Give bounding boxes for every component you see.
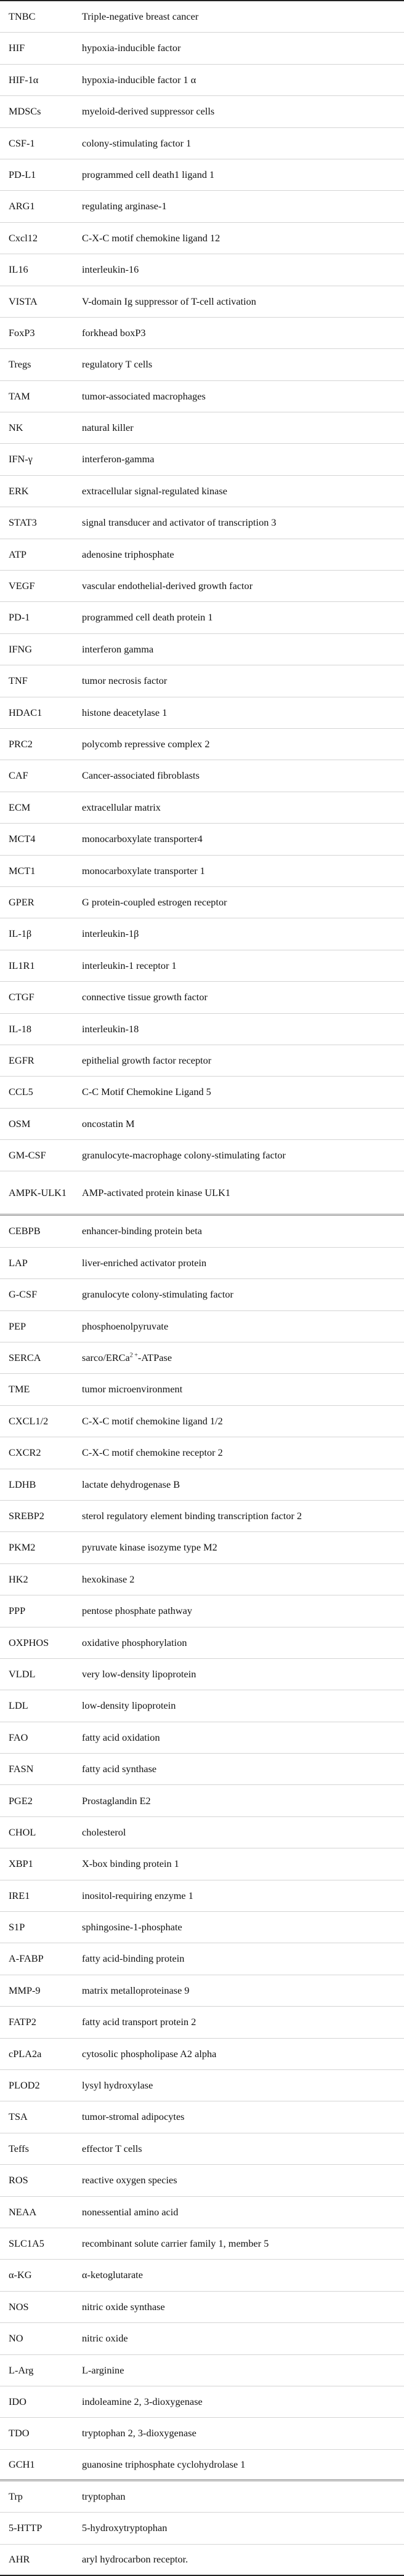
table-row (0, 476, 404, 507)
table-row (0, 159, 404, 191)
definition-cell: V-domain Ig suppressor of T-cell activation (82, 295, 256, 307)
definition-cell: tryptophan 2, 3-dioxygenase (82, 2427, 196, 2439)
table-row (0, 507, 404, 539)
abbreviation-cell: CTGF (9, 991, 34, 1003)
table-row (0, 2355, 404, 2386)
table-row (0, 1880, 404, 1912)
superscript: 2 + (129, 1352, 138, 1359)
table-row (0, 1595, 404, 1627)
table-row (0, 128, 404, 159)
abbreviation-cell: SLC1A5 (9, 2237, 44, 2249)
definition-cell: tumor-associated macrophages (82, 390, 206, 402)
definition-cell: L-arginine (82, 2364, 124, 2376)
definition-cell: cholesterol (82, 1826, 126, 1838)
abbreviation-cell: A-FABP (9, 1952, 44, 1965)
definition-text: sarco/ERCa (82, 1352, 130, 1364)
abbreviation-cell: CEBPB (9, 1225, 41, 1237)
abbreviation-cell: GM-CSF (9, 1149, 46, 1162)
definition-cell: guanosine triphosphate cyclohydrolase 1 (82, 2458, 246, 2470)
definition-cell: interferon-gamma (82, 453, 155, 465)
abbreviation-cell: CSF-1 (9, 137, 35, 149)
abbreviation-cell: TNF (9, 675, 28, 687)
table-row (0, 318, 404, 349)
definition-cell (77, 1352, 404, 1364)
abbreviation-cell: ERK (9, 484, 29, 497)
abbreviation-cell: STAT3 (9, 516, 37, 529)
definition-cell: low-density lipoprotein (82, 1699, 176, 1712)
table-row (0, 2513, 404, 2544)
table-row (0, 824, 404, 855)
table-row (0, 1279, 404, 1310)
definition-cell: fatty acid oxidation (82, 1731, 160, 1743)
definition-cell: tumor-stromal adipocytes (82, 2111, 185, 2123)
definition-cell: cytosolic phospholipase A2 alpha (82, 2047, 217, 2060)
abbreviation-cell: HIF (9, 42, 25, 54)
definition-cell: regulating arginase-1 (82, 200, 167, 212)
abbreviation-cell: CXCL1/2 (9, 1414, 49, 1427)
abbreviation-cell: GCH1 (9, 2458, 35, 2470)
table-row (0, 1437, 404, 1469)
definition-cell: hypoxia-inducible factor (82, 42, 181, 54)
abbreviation-cell: MMP-9 (9, 1984, 41, 1996)
table-row (0, 539, 404, 571)
abbreviation-cell: LDHB (9, 1478, 36, 1490)
definition-cell: matrix metalloproteinase 9 (82, 1984, 190, 1996)
abbreviation-cell: OSM (9, 1117, 31, 1130)
table-row (0, 1406, 404, 1437)
abbreviation-cell: HK2 (9, 1573, 28, 1585)
table-row (0, 1501, 404, 1532)
table-row (0, 191, 404, 222)
table-row (0, 2481, 404, 2513)
abbreviation-cell: ATP (9, 548, 26, 560)
definition-cell: nitric oxide (82, 2332, 128, 2345)
table-row (0, 602, 404, 633)
definition-cell: monocarboxylate transporter 1 (82, 864, 205, 877)
table-row (0, 2101, 404, 2133)
abbreviation-cell: S1P (9, 1921, 25, 1933)
abbreviation-cell: HIF-1α (9, 73, 39, 86)
table-row (0, 1912, 404, 1943)
table-row (0, 1785, 404, 1816)
definition-cell: tumor necrosis factor (82, 675, 168, 687)
table-row (0, 1216, 404, 1247)
abbreviation-cell: SREBP2 (9, 1509, 44, 1522)
table-row (0, 2386, 404, 2418)
definition-cell: interleukin-18 (82, 1022, 139, 1035)
definition-cell: indoleamine 2, 3-dioxygenase (82, 2395, 203, 2407)
definition-cell: myeloid-derived suppressor cells (82, 105, 215, 118)
abbreviation-cell: PLOD2 (9, 2079, 40, 2092)
definition-cell: colony-stimulating factor 1 (82, 137, 192, 149)
definition-cell: AMP-activated protein kinase ULK1 (82, 1186, 230, 1198)
abbreviation-cell: IDO (9, 2395, 26, 2407)
table-row (0, 2007, 404, 2038)
abbreviation-cell: MCT1 (9, 864, 36, 877)
definition-cell: enhancer-binding protein beta (82, 1225, 202, 1237)
definition-cell: nonessential amino acid (82, 2205, 179, 2218)
table-row (0, 2070, 404, 2101)
table-row (0, 1754, 404, 1785)
abbreviation-cell: GPER (9, 896, 34, 908)
table-row (0, 1532, 404, 1563)
table-row (0, 1722, 404, 1754)
abbreviation-cell: FoxP3 (9, 326, 35, 339)
table-row (0, 2133, 404, 2165)
table-row (0, 2039, 404, 2070)
definition-cell: Prostaglandin E2 (82, 1794, 151, 1807)
definition-cell: pyruvate kinase isozyme type M2 (82, 1541, 217, 1554)
table-row (0, 96, 404, 127)
definition-cell: forkhead boxP3 (82, 326, 146, 339)
definition-text: -ATPase (137, 1352, 172, 1364)
definition-cell: extracellular matrix (82, 801, 161, 813)
abbreviation-cell: NK (9, 422, 23, 434)
table-row (0, 1374, 404, 1405)
abbreviation-cell: IL-1β (9, 928, 32, 940)
definition-cell: very low-density lipoprotein (82, 1667, 196, 1680)
abbreviation-cell: PPP (9, 1605, 26, 1617)
table-row (0, 1248, 404, 1279)
table-row (0, 982, 404, 1013)
table-row (0, 665, 404, 697)
table-row (0, 634, 404, 665)
definition-cell: interleukin-16 (82, 263, 139, 276)
abbreviation-cell: PGE2 (9, 1794, 33, 1807)
table-row (0, 2197, 404, 2228)
definition-cell: fatty acid-binding protein (82, 1952, 185, 1965)
definition-cell: histone deacetylase 1 (82, 706, 168, 718)
table-row (0, 412, 404, 444)
table-row (0, 2292, 404, 2323)
abbreviation-cell: HDAC1 (9, 706, 42, 718)
definition-cell: oxidative phosphorylation (82, 1636, 187, 1648)
definition-cell: adenosine triphosphate (82, 548, 174, 560)
table-row (0, 792, 404, 824)
table-row (0, 2418, 404, 2449)
table-row (0, 1659, 404, 1690)
abbreviation-cell: XBP1 (9, 1858, 33, 1870)
definition-cell: inositol-requiring enzyme 1 (82, 1889, 193, 1901)
table-row (0, 1943, 404, 1975)
definition-cell: reactive oxygen species (82, 2174, 177, 2186)
definition-cell: Cancer-associated fibroblasts (82, 769, 200, 782)
definition-cell: vascular endothelial-derived growth factor (82, 580, 253, 592)
abbreviation-cell: PRC2 (9, 738, 33, 750)
abbreviation-cell: PD-1 (9, 611, 30, 624)
abbreviation-cell: MCT4 (9, 833, 36, 845)
definition-cell: granulocyte colony-stimulating factor (82, 1288, 233, 1301)
table-row (0, 571, 404, 602)
table-row (0, 950, 404, 982)
abbreviation-cell: AMPK-ULK1 (9, 1186, 67, 1198)
abbreviation-cell: CXCR2 (9, 1446, 41, 1459)
definition-cell: liver-enriched activator protein (82, 1256, 207, 1269)
definition-cell: programmed cell death1 ligand 1 (82, 168, 215, 180)
table-row (0, 1564, 404, 1595)
definition-cell: epithelial growth factor receptor (82, 1054, 212, 1066)
table-row (0, 286, 404, 318)
abbreviation-cell: 5-HTTP (9, 2522, 42, 2534)
abbreviation-cell: ECM (9, 801, 31, 813)
definition-cell: G protein-coupled estrogen receptor (82, 896, 227, 908)
definition-cell: programmed cell death protein 1 (82, 611, 213, 624)
definition-cell: signal transducer and activator of transcription 3 (82, 516, 277, 529)
table-row (0, 887, 404, 918)
abbreviation-cell: LDL (9, 1699, 28, 1712)
abbreviation-cell: IL1R1 (9, 959, 35, 971)
definition-cell: hypoxia-inducible factor 1 α (82, 73, 196, 86)
abbreviation-cell: Trp (9, 2490, 23, 2503)
abbreviation-cell: PKM2 (9, 1541, 36, 1554)
definition-cell: 5-hydroxytryptophan (82, 2522, 168, 2534)
abbreviation-cell: TSA (9, 2111, 28, 2123)
abbreviation-cell: VLDL (9, 1667, 36, 1680)
definition-cell: connective tissue growth factor (82, 991, 208, 1003)
abbreviation-cell: Tregs (9, 358, 31, 371)
abbreviation-cell: LAP (9, 1256, 28, 1269)
definition-cell: fatty acid synthase (82, 1763, 157, 1775)
table-row (0, 1342, 404, 1374)
table-row (0, 65, 404, 96)
abbreviation-cell: Cxcl12 (9, 231, 38, 244)
definition-cell: interleukin-1 receptor 1 (82, 959, 177, 971)
abbreviation-cell: IL-18 (9, 1022, 32, 1035)
definition-cell: sphingosine-1-phosphate (82, 1921, 182, 1933)
abbreviation-cell: TAM (9, 390, 30, 402)
abbreviation-cell: ARG1 (9, 200, 35, 212)
abbreviation-cell: PEP (9, 1320, 26, 1332)
abbreviation-cell: IRE1 (9, 1889, 30, 1901)
definition-cell: pentose phosphate pathway (82, 1605, 193, 1617)
table-row (0, 1690, 404, 1722)
table-row (0, 1140, 404, 1171)
abbreviation-cell: VISTA (9, 295, 38, 307)
definition-cell: hexokinase 2 (82, 1573, 135, 1585)
definition-cell: α-ketoglutarate (82, 2269, 143, 2281)
abbreviation-cell: FASN (9, 1763, 34, 1775)
definition-cell: interferon gamma (82, 643, 154, 655)
table-row (0, 856, 404, 887)
abbreviation-cell: TDO (9, 2427, 30, 2439)
abbreviation-cell: PD-L1 (9, 168, 36, 180)
definition-cell: recombinant solute carrier family 1, member 5 (82, 2237, 269, 2249)
table-row (0, 1077, 404, 1108)
abbreviation-cell: G-CSF (9, 1288, 38, 1301)
abbreviation-cell: Teffs (9, 2142, 29, 2154)
abbreviation-cell: α-KG (9, 2269, 32, 2281)
abbreviation-cell: EGFR (9, 1054, 34, 1066)
table-row (0, 33, 404, 64)
table-row (0, 1109, 404, 1140)
table-row (0, 1627, 404, 1659)
abbreviation-cell: NOS (9, 2300, 29, 2313)
abbreviation-cell: VEGF (9, 580, 35, 592)
table-row (0, 1817, 404, 1848)
definition-cell: nitric oxide synthase (82, 2300, 165, 2313)
table-row (0, 2165, 404, 2196)
abbreviation-cell: OXPHOS (9, 1636, 49, 1648)
abbreviation-cell: TME (9, 1383, 30, 1395)
definition-cell: phosphoenolpyruvate (82, 1320, 169, 1332)
definition-cell: tryptophan (82, 2490, 126, 2503)
table-row (0, 2260, 404, 2291)
definition-cell: effector T cells (82, 2142, 142, 2154)
abbreviation-cell: L-Arg (9, 2364, 34, 2376)
table-row (0, 223, 404, 254)
table-row (0, 1171, 404, 1216)
definition-cell: C-C Motif Chemokine Ligand 5 (82, 1086, 211, 1098)
table-row (0, 1045, 404, 1077)
table-row (0, 2323, 404, 2354)
table-row (0, 1469, 404, 1501)
definition-cell: fatty acid transport protein 2 (82, 2016, 196, 2028)
table-row (0, 2228, 404, 2260)
definition-cell: interleukin-1β (82, 928, 139, 940)
table-row (0, 1311, 404, 1342)
table-row (0, 760, 404, 792)
abbreviation-cell: AHR (9, 2553, 30, 2566)
table-row (0, 254, 404, 286)
abbreviation-cell: CCL5 (9, 1086, 33, 1098)
abbreviation-cell: CAF (9, 769, 28, 782)
table-row (0, 729, 404, 760)
definition-cell: oncostatin M (82, 1117, 135, 1130)
table-row (0, 1975, 404, 2007)
definition-cell: X-box binding protein 1 (82, 1858, 179, 1870)
abbreviation-cell: IFNG (9, 643, 32, 655)
table-row (0, 697, 404, 729)
definition-cell: granulocyte-macrophage colony-stimulating factor (82, 1149, 286, 1162)
definition-cell: monocarboxylate transporter4 (82, 833, 203, 845)
abbreviation-cell: CHOL (9, 1826, 36, 1838)
definition-cell: lactate dehydrogenase B (82, 1478, 180, 1490)
abbreviation-cell: IL16 (9, 263, 28, 276)
abbreviation-cell: SERCA (9, 1352, 41, 1364)
definition-cell: regulatory T cells (82, 358, 153, 371)
abbreviation-cell: ROS (9, 2174, 28, 2186)
table-row (0, 444, 404, 475)
table-row (0, 918, 404, 950)
definition-cell: tumor microenvironment (82, 1383, 183, 1395)
definition-cell: lysyl hydroxylase (82, 2079, 153, 2092)
table-row (0, 2450, 404, 2481)
abbreviation-cell: MDSCs (9, 105, 41, 118)
abbreviation-cell: NO (9, 2332, 23, 2345)
abbreviation-cell: cPLA2a (9, 2047, 42, 2060)
table-row (0, 1014, 404, 1045)
table-row (0, 1848, 404, 1880)
abbreviation-cell: IFN-γ (9, 453, 33, 465)
definition-cell: extracellular signal-regulated kinase (82, 484, 227, 497)
abbreviation-cell: FATP2 (9, 2016, 36, 2028)
definition-cell: natural killer (82, 422, 134, 434)
abbreviation-cell: NEAA (9, 2205, 37, 2218)
table-row (0, 349, 404, 380)
definition-cell: polycomb repressive complex 2 (82, 738, 210, 750)
table-row (0, 2545, 404, 2576)
table-row (0, 381, 404, 412)
definition-cell: C-X-C motif chemokine receptor 2 (82, 1446, 223, 1459)
abbreviation-cell: FAO (9, 1731, 28, 1743)
definition-cell: C-X-C motif chemokine ligand 12 (82, 231, 220, 244)
definition-cell: C-X-C motif chemokine ligand 1/2 (82, 1414, 223, 1427)
definition-cell: Triple-negative breast cancer (82, 10, 199, 23)
definition-cell: sterol regulatory element binding transcription factor 2 (82, 1509, 302, 1522)
table-row (0, 1, 404, 33)
definition-cell: aryl hydrocarbon receptor. (82, 2553, 188, 2566)
abbreviation-cell: TNBC (9, 10, 36, 23)
